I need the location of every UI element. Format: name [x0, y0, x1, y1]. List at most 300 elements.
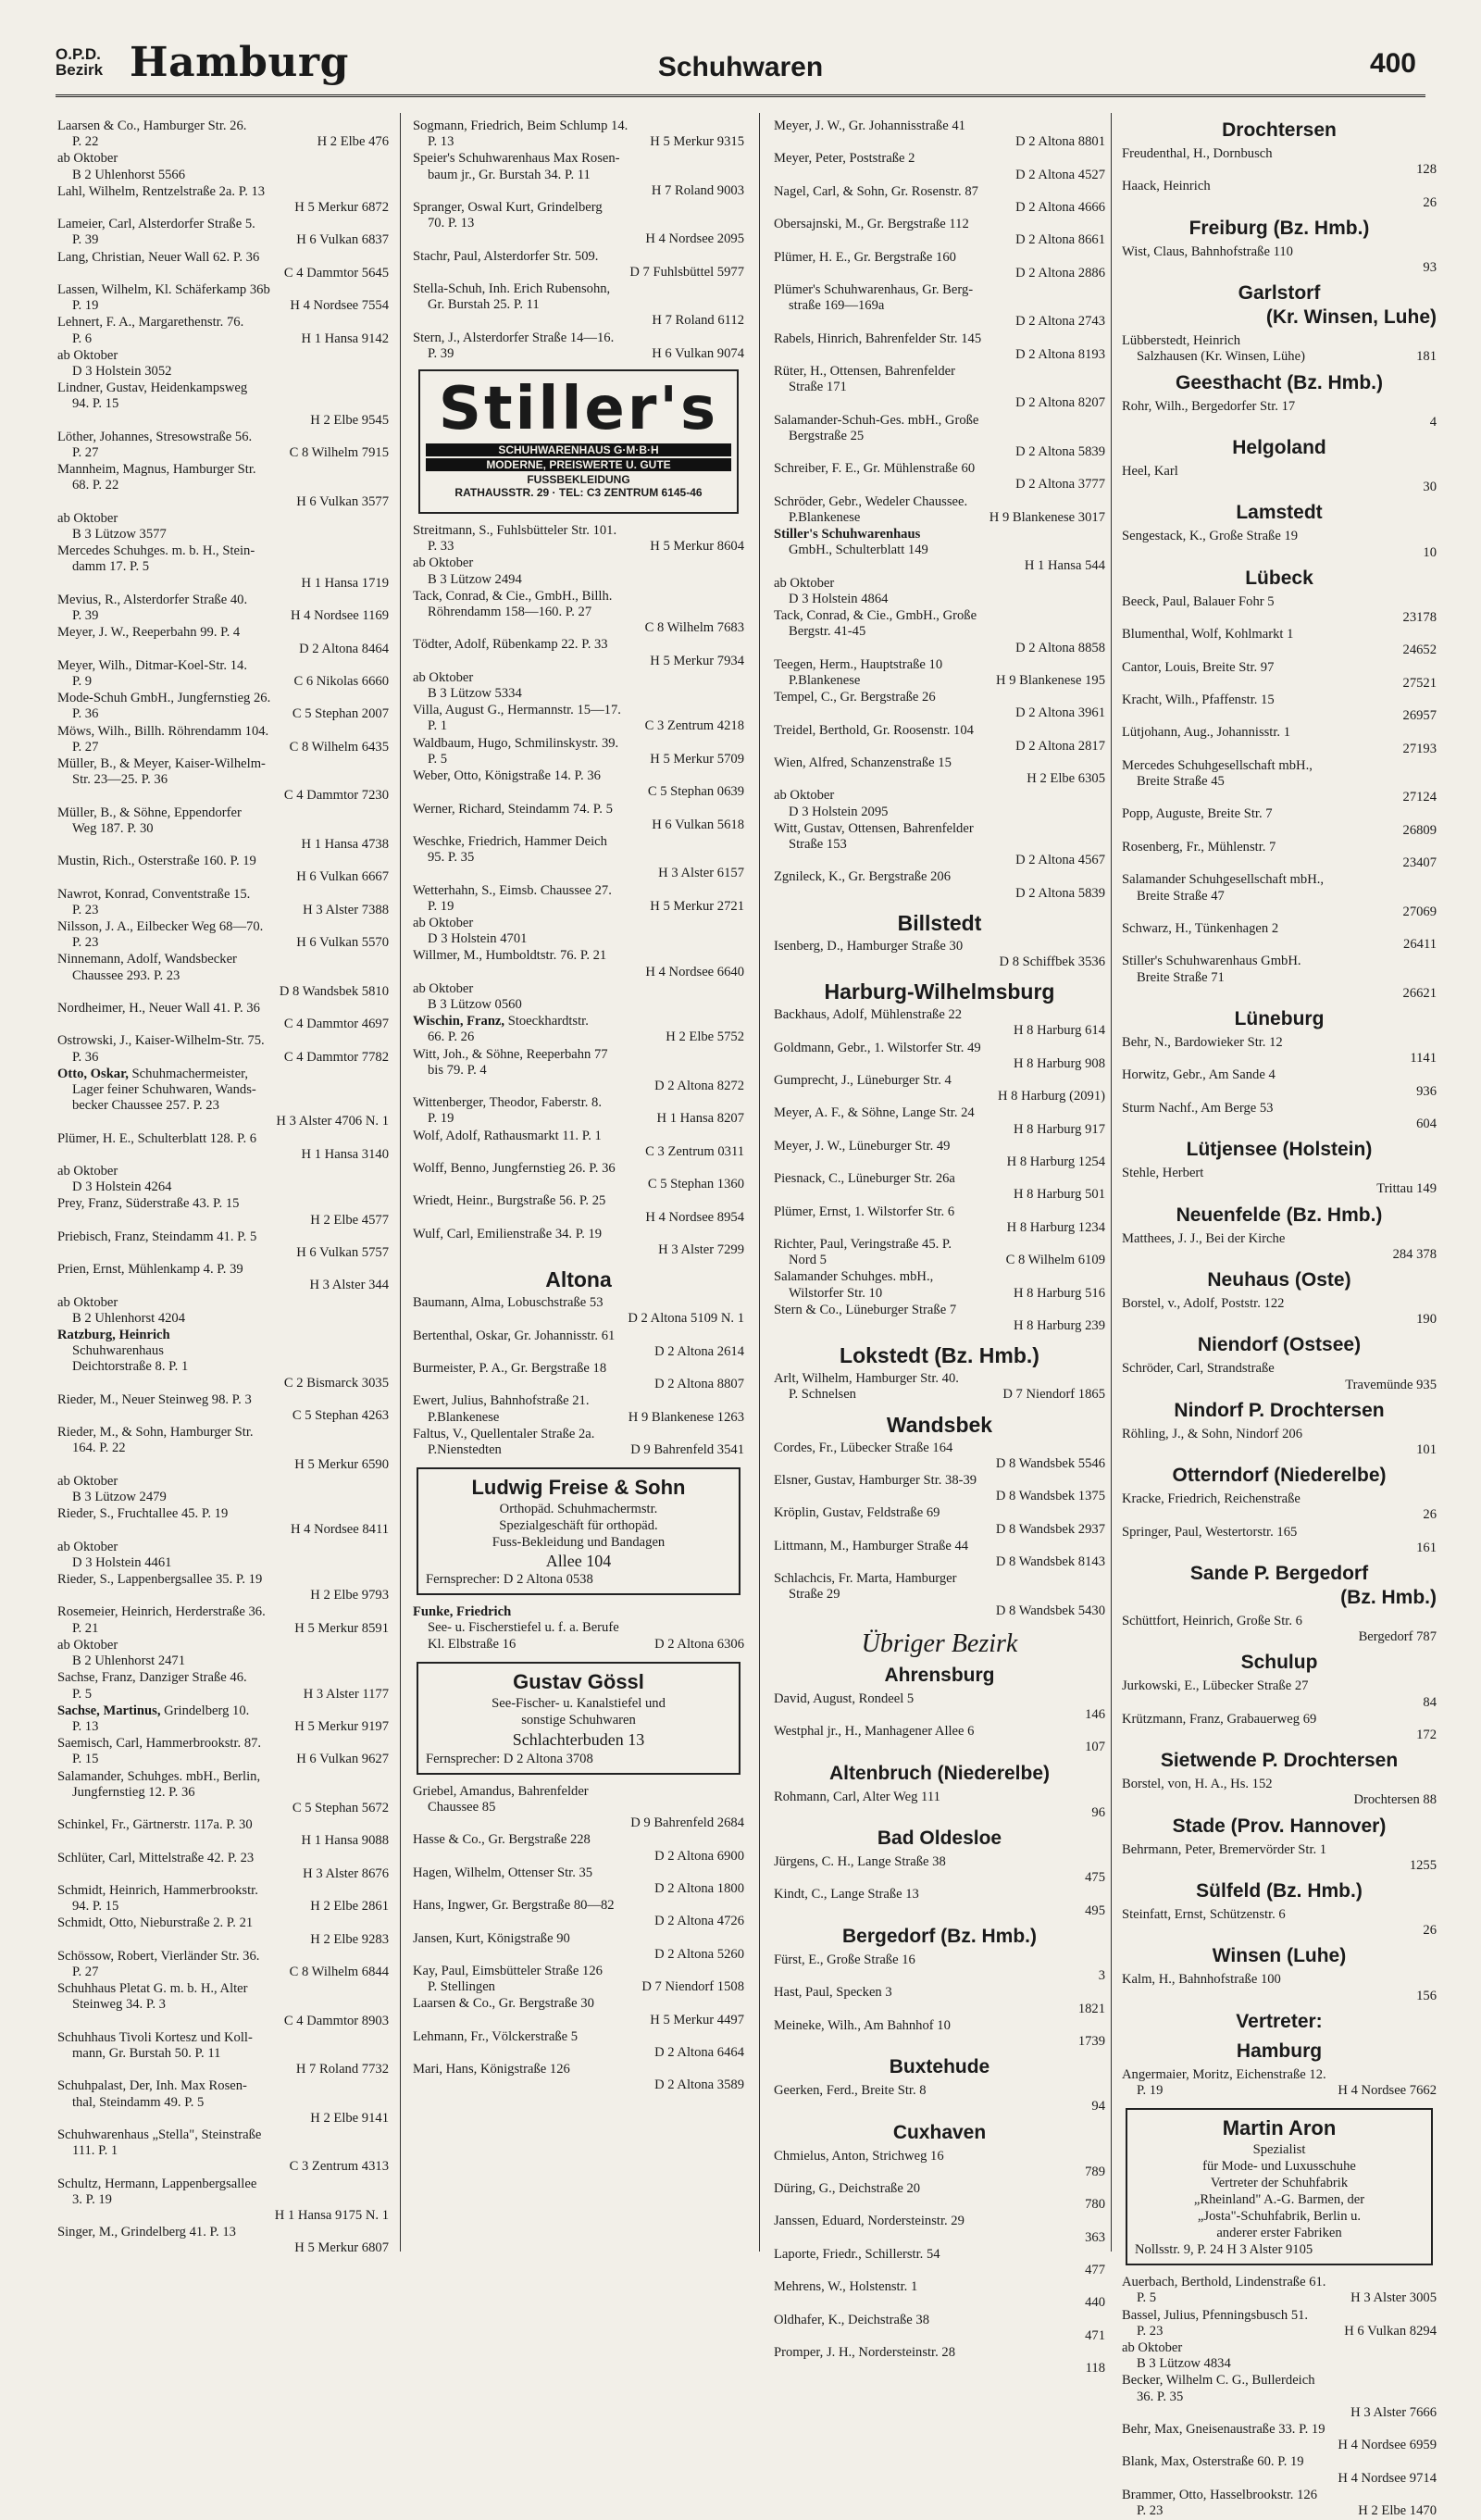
place-heading: Ahrensburg: [884, 1664, 995, 1686]
entry-line: Teegen, Herm., Hauptstraße 10: [774, 656, 943, 672]
phone-number: 156: [1416, 1988, 1437, 2003]
entry-line: See- u. Fischerstiefel u. f. a. Berufe: [428, 1620, 619, 1636]
place-heading: Bad Oldesloe: [877, 1828, 1002, 1850]
entry-line: Nilsson, J. A., Eilbecker Weg 68—70.: [57, 918, 264, 934]
list-item: [57, 919, 389, 951]
list-item: [413, 1295, 744, 1327]
phone-number: D 2 Altona 5109 N. 1: [628, 1311, 744, 1327]
entry-line: Blumenthal, Wolf, Kohlmarkt 1: [1122, 627, 1294, 642]
phone-line: [1122, 2405, 1437, 2421]
entry-line: Lager feiner Schuhwaren, Wands-: [72, 1081, 256, 1097]
list-item: [57, 1262, 389, 1293]
phone-number: 1141: [1410, 1051, 1437, 1067]
phone-line: [57, 1179, 389, 1195]
phone-number: D 2 Altona 2817: [1015, 738, 1105, 754]
phone-line: [1122, 480, 1437, 495]
entry-line: 3. P. 19: [72, 2191, 112, 2207]
list-item: [57, 348, 389, 380]
list-item: [57, 1229, 389, 1261]
phone-number: H 2 Elbe 9793: [310, 1588, 389, 1603]
postal-district: 94. P. 15: [72, 1899, 119, 1915]
phone-number: 789: [1085, 2164, 1105, 2179]
list-item: [57, 1851, 389, 1882]
entry-line: Ewert, Julius, Bahnhofstraße 21.: [413, 1393, 590, 1409]
list-item: [774, 576, 1105, 607]
list-item: [57, 2030, 389, 2078]
place-heading: Nindorf P. Drochtersen: [1174, 1399, 1385, 1421]
list-item: [1122, 2454, 1437, 2486]
aron-advertisement: [1126, 2108, 1433, 2265]
entry-line: Schinkel, Fr., Gärtnerstr. 117a. P. 30: [57, 1817, 253, 1833]
entry-line: ab Oktober: [57, 510, 118, 526]
place-subheading: (Bz. Hmb.): [1340, 1586, 1437, 1608]
entry-line: Burmeister, P. A., Gr. Bergstraße 18: [413, 1361, 607, 1376]
list-item: [1122, 2308, 1437, 2339]
list-item: [57, 1540, 389, 1571]
phone-number: 26957: [1402, 708, 1437, 724]
phone-number: Travemünde 935: [1345, 1377, 1437, 1392]
list-item: [57, 1392, 389, 1424]
ad-line: „Rheinland" A.-G. Barmen, der: [1193, 2192, 1365, 2208]
list-item: [774, 1441, 1105, 1472]
list-item: [774, 657, 1105, 689]
phone-line: [774, 134, 1105, 150]
list-item: [57, 1131, 389, 1163]
place-heading: Sande P. Bergedorf: [1189, 1562, 1369, 1584]
entry-line: Lehmann, Fr., Völckerstraße 5: [413, 2028, 579, 2044]
phone-line: [57, 1278, 389, 1293]
phone-line: [1122, 1247, 1437, 1263]
phone-line: [413, 265, 744, 281]
entry-line: Rüter, H., Ottensen, Bahrenfelder: [774, 364, 955, 380]
entry-line: Lehnert, F. A., Margarethenstr. 76.: [57, 315, 244, 331]
phone-number: C 5 Stephan 2007: [292, 706, 389, 722]
entry-line: Willmer, M., Humboldtstr. 76. P. 21: [413, 948, 607, 964]
list-item: [1122, 1427, 1437, 1458]
phone-line: [57, 1866, 389, 1882]
phone-number: 440: [1085, 2295, 1105, 2311]
phone-number: C 8 Wilhelm 6435: [289, 739, 389, 755]
phone-line: [413, 866, 744, 881]
phone-line: [57, 2014, 389, 2029]
postal-district: P. 36: [72, 1049, 99, 1065]
postal-district: 66. P. 26: [428, 1029, 475, 1045]
list-item: [774, 939, 1105, 970]
list-item: [1122, 1712, 1437, 1743]
entry-line: Hans, Ingwer, Gr. Bergstraße 80—82: [413, 1898, 615, 1914]
list-item: [413, 2029, 744, 2061]
postal-district: P. 13: [428, 134, 454, 150]
entry-line: Straße 29: [789, 1587, 840, 1603]
phone-line: [413, 1849, 744, 1865]
entry-list: [1122, 399, 1437, 430]
postal-district: P. 23: [1137, 2503, 1164, 2519]
phone-number: 26809: [1402, 822, 1437, 838]
entry-line: Lameier, Carl, Alsterdorfer Straße 5.: [57, 217, 255, 232]
phone-number: C 8 Wilhelm 7915: [289, 445, 389, 461]
phone-number: D 2 Altona 4666: [1015, 200, 1105, 216]
phone-number: H 6 Vulkan 6667: [296, 869, 389, 885]
list-item: [57, 1033, 389, 1065]
list-item: [774, 184, 1105, 216]
list-item: [774, 1539, 1105, 1570]
list-item: [774, 788, 1105, 819]
phone-line: [1122, 1117, 1437, 1132]
entry-line: straße 169—169a: [789, 298, 885, 314]
phone-line: [413, 572, 744, 588]
phone-line: [413, 1947, 744, 1963]
phone-number: H 5 Merkur 5709: [650, 751, 744, 767]
phone-number: 190: [1416, 1312, 1437, 1328]
phone-line: [57, 1719, 389, 1735]
phone-number: Bergedorf 787: [1358, 1629, 1437, 1645]
phone-line: [413, 1311, 744, 1327]
phone-number: H 2 Elbe 9141: [310, 2110, 389, 2126]
entry-list: [774, 2149, 1105, 2377]
phone-line: [57, 1213, 389, 1229]
entry-line: Tack, Conrad, & Cie., GmbH., Billh.: [413, 588, 613, 604]
list-item: [57, 724, 389, 755]
ad-line: Spezialgeschäft für orthopäd.: [499, 1518, 658, 1534]
list-item: [774, 151, 1105, 182]
entry-line: Borstel, von, H. A., Hs. 152: [1122, 1777, 1273, 1792]
entry-line: Witt, Joh., & Söhne, Reeperbahn 77: [413, 1046, 608, 1062]
phone-line: [774, 1740, 1105, 1755]
phone-number: H 2 Elbe 2861: [310, 1899, 389, 1915]
column-rule: [759, 113, 760, 2252]
phone-number: 26: [1423, 1507, 1437, 1523]
entry-line: Witt, Gustav, Ottensen, Bahrenfelder: [774, 820, 974, 836]
entry-line: bis 79. P. 4: [428, 1062, 487, 1078]
phone-line: [1122, 742, 1437, 757]
entry-list: [774, 1952, 1105, 2050]
phone-number: 284 378: [1392, 1246, 1437, 1262]
phone-line: [57, 2159, 389, 2175]
list-item: [774, 1171, 1105, 1203]
list-item: [57, 2177, 389, 2225]
phone-number: 936: [1416, 1083, 1437, 1099]
phone-number: C 3 Zentrum 4218: [644, 718, 744, 734]
city-title: Hamburg: [130, 39, 349, 86]
list-item: [1122, 2488, 1437, 2519]
list-item: [774, 217, 1105, 248]
phone-number: D 2 Altona 8464: [299, 641, 389, 656]
entry-line: Janssen, Eduard, Nordersteinstr. 29: [774, 2214, 965, 2229]
phone-line: [1122, 2083, 1437, 2099]
entry-line: Möws, Wilh., Billh. Röhrendamm 104.: [57, 723, 269, 739]
list-item: [774, 1952, 1105, 1984]
list-item: [57, 151, 389, 182]
phone-line: [1122, 904, 1437, 920]
phone-number: H 1 Hansa 9088: [301, 1833, 389, 1849]
entry-line: Schultz, Hermann, Lappenbergsallee: [57, 2176, 257, 2191]
phone-line: [774, 1870, 1105, 1886]
entry-line: Villa, August G., Hermannstr. 15—17.: [413, 703, 621, 718]
list-item: [1122, 725, 1437, 756]
phone-line: [1122, 1378, 1437, 1393]
phone-number: H 5 Merkur 9197: [294, 1718, 389, 1734]
entry-line: Becker, Wilhelm C. G., Bullerdeich: [1122, 2373, 1315, 2389]
list-item: [1122, 2373, 1437, 2421]
list-item: [413, 1393, 744, 1425]
phone-number: 1739: [1077, 2033, 1105, 2049]
entry-line: Cantor, Louis, Breite Str. 97: [1122, 659, 1275, 675]
list-item: [774, 1073, 1105, 1104]
entry-list: [1122, 529, 1437, 560]
entry-list: [1122, 2067, 1437, 2099]
list-item: [1122, 1491, 1437, 1523]
entry-line: 164. P. 22: [72, 1441, 126, 1456]
list-item: [774, 690, 1105, 721]
list-item: [1122, 1067, 1437, 1099]
entry-line: Meineke, Wilh., Am Bahnhof 10: [774, 2017, 951, 2033]
phone-number: H 2 Elbe 9545: [310, 412, 389, 428]
phone-line: [774, 510, 1105, 526]
list-item: [1122, 333, 1437, 365]
entry-line: Fürst, E., Große Straße 16: [774, 1952, 915, 1967]
list-item: [774, 1505, 1105, 1537]
phone-line: [774, 1187, 1105, 1203]
entry-line: Bergstraße 25: [789, 428, 865, 443]
list-item: [413, 249, 744, 281]
phone-line: [413, 1881, 744, 1897]
entry-line: Sengestack, K., Große Straße 19: [1122, 529, 1299, 544]
phone-number: H 6 Vulkan 5618: [652, 817, 744, 832]
phone-number: D 2 Altona 8193: [1015, 346, 1105, 362]
phone-number: H 3 Alster 7388: [303, 902, 389, 917]
phone-number: H 1 Hansa 9175 N. 1: [274, 2208, 389, 2223]
goessl-advertisement: [417, 1662, 740, 1775]
phone-number: D 2 Altona 4726: [654, 1914, 744, 1929]
phone-number: C 5 Stephan 0639: [647, 784, 744, 800]
postal-district: D 3 Holstein 2095: [789, 804, 889, 819]
phone-number: 26: [1423, 194, 1437, 210]
phone-number: 96: [1091, 1804, 1105, 1820]
phone-number: H 6 Vulkan 5757: [296, 1245, 389, 1261]
list-item: [774, 364, 1105, 412]
entry-list: [774, 119, 1105, 902]
phone-line: [413, 1177, 744, 1192]
place-heading: Geesthacht (Bz. Hmb.): [1175, 371, 1384, 393]
list-item: [57, 1572, 389, 1603]
entry-line: Jurkowski, E., Lübecker Straße 27: [1122, 1678, 1309, 1694]
phone-number: 23407: [1402, 855, 1437, 871]
phone-number: H 6 Vulkan 3577: [296, 493, 389, 509]
entry-line: Schwarz, H., Tünkenhagen 2: [1122, 920, 1279, 936]
entry-list: [1122, 244, 1437, 276]
phone-number: H 5 Merkur 7934: [650, 653, 744, 668]
phone-number: H 3 Alster 6157: [658, 866, 744, 881]
phone-line: [774, 1089, 1105, 1104]
entry-line: Hasse & Co., Gr. Bergstraße 228: [413, 1832, 591, 1848]
entry-line: Stiller's Schuhwarenhaus GmbH.: [1122, 954, 1301, 969]
phone-number: 1255: [1409, 1857, 1437, 1873]
phone-line: [774, 2361, 1105, 2377]
phone-line: [1122, 1442, 1437, 1458]
postal-district: P. 33: [428, 539, 454, 555]
phone-number: H 3 Alster 8676: [303, 1865, 389, 1881]
phone-number: H 8 Harburg 501: [1013, 1187, 1105, 1203]
entry-line: Meyer, Wilh., Ditmar-Koel-Str. 14.: [57, 657, 247, 673]
entry-line: Weschke, Friedrich, Hammer Deich: [413, 833, 607, 849]
phone-line: [57, 674, 389, 690]
entry-list: [1122, 1427, 1437, 1458]
phone-number: 26: [1423, 1923, 1437, 1939]
entry-line: Gumprecht, J., Lüneburger Str. 4: [774, 1072, 952, 1088]
list-item: [774, 331, 1105, 363]
list-item: [413, 670, 744, 702]
entry-line: Bergstr. 41-45: [789, 624, 866, 640]
entry-line: Tack, Conrad, & Cie., GmbH., Große: [774, 608, 977, 624]
phone-line: [774, 2002, 1105, 2017]
list-item: [413, 768, 744, 800]
phone-line: [774, 886, 1105, 902]
phone-line: [413, 817, 744, 833]
entry-line: Funke, Friedrich: [413, 1604, 512, 1620]
freise-advertisement: [417, 1467, 740, 1595]
column-rule: [1111, 113, 1112, 2252]
entry-line: Schlüter, Carl, Mittelstraße 42. P. 23: [57, 1850, 255, 1865]
phone-line: [1122, 349, 1437, 365]
phone-number: H 3 Alster 344: [309, 1278, 389, 1293]
entry-line: Schmidt, Heinrich, Hammerbrookstr.: [57, 1882, 258, 1898]
entry-line: Jansen, Kurt, Königstraße 90: [413, 1930, 570, 1946]
list-item: [413, 1964, 744, 1995]
entry-list: [774, 939, 1105, 970]
entry-line: Popp, Auguste, Breite Str. 7: [1122, 806, 1273, 822]
postal-district: B 2 Uhlenhorst 5566: [72, 167, 186, 182]
phone-number: H 4 Nordsee 8954: [645, 1209, 744, 1225]
phone-number: 27521: [1402, 675, 1437, 691]
entry-line: Streitmann, S., Fuhlsbütteler Str. 101.: [413, 523, 617, 539]
entry-line: Mercedes Schuhges. m. b. H., Stein-: [57, 543, 255, 559]
entry-line: Plümer, H. E., Gr. Bergstraße 160: [774, 249, 956, 265]
entry-line: Straße 153: [789, 836, 847, 852]
entry-line: Arlt, Wilhelm, Hamburger Str. 40.: [774, 1371, 959, 1387]
column-4: [1122, 119, 1437, 2520]
phone-number: 477: [1085, 2262, 1105, 2277]
list-item: [57, 315, 389, 346]
entry-line: mann, Gr. Burstah 50. P. 11: [72, 2045, 221, 2061]
entry-line: Stiller's Schuhwarenhaus: [774, 527, 921, 543]
entry-line: Meyer, J. W., Reeperbahn 99. P. 4: [57, 625, 241, 641]
postal-district: P. 13: [72, 1718, 99, 1734]
entry-line: Sachse, Martinus, Grindelberg 10.: [57, 1703, 250, 1718]
entry-line: Behr, N., Bardowieker Str. 12: [1122, 1034, 1283, 1050]
entry-line: ab Oktober: [57, 1473, 118, 1489]
list-item: [57, 380, 389, 429]
entry-line: Wetterhahn, S., Eimsb. Chaussee 27.: [413, 882, 612, 898]
phone-line: [57, 1965, 389, 1980]
list-item: [413, 555, 744, 587]
list-item: [1122, 2340, 1437, 2372]
phone-number: C 5 Stephan 5672: [292, 1800, 389, 1815]
phone-line: [413, 231, 744, 247]
phone-line: [57, 1687, 389, 1703]
entry-line: Steinfatt, Ernst, Schützenstr. 6: [1122, 1907, 1286, 1923]
phone-line: [774, 954, 1105, 970]
list-item: [57, 1196, 389, 1228]
place-heading: Neuhaus (Oste): [1207, 1268, 1351, 1291]
phone-line: [1122, 260, 1437, 276]
postal-district: B 2 Uhlenhorst 4204: [72, 1310, 186, 1326]
list-item: [774, 119, 1105, 150]
phone-line: [413, 784, 744, 800]
list-item: [1122, 1231, 1437, 1263]
phone-line: [774, 853, 1105, 868]
entry-list: [1122, 1491, 1437, 1556]
entry-line: Prey, Franz, Süderstraße 43. P. 15: [57, 1196, 240, 1212]
phone-line: [57, 266, 389, 281]
list-item: [413, 1047, 744, 1095]
phone-line: [774, 1603, 1105, 1619]
entry-line: Promper, J. H., Nordersteinstr. 28: [774, 2344, 956, 2360]
phone-line: [57, 1588, 389, 1603]
entry-line: ab Oktober: [413, 555, 474, 571]
list-item: [413, 1898, 744, 1929]
entry-line: Breite Straße 71: [1137, 969, 1225, 985]
phone-line: [774, 444, 1105, 460]
entry-list: [774, 1007, 1105, 1334]
place-heading: Sülfeld (Bz. Hmb.): [1196, 1880, 1363, 1902]
postal-district: P. 6: [72, 331, 93, 346]
entry-list: [1122, 1361, 1437, 1392]
list-item: [57, 658, 389, 690]
phone-number: D 8 Wandsbek 2937: [995, 1521, 1105, 1537]
entry-line: ab Oktober: [1122, 2340, 1183, 2356]
entry-line: Heel, Karl: [1122, 464, 1178, 480]
entry-line: Lassen, Wilhelm, Kl. Schäferkamp 36b: [57, 282, 270, 298]
place-heading: Drochtersen: [1222, 119, 1337, 141]
phone-line: [774, 1968, 1105, 1984]
phone-line: [413, 1079, 744, 1094]
phone-line: [774, 266, 1105, 281]
place-heading: Niendorf (Ostsee): [1197, 1334, 1362, 1356]
entry-line: Wulf, Carl, Emilienstraße 34. P. 19: [413, 1226, 603, 1241]
phone-line: [57, 837, 389, 853]
phone-line: [413, 1344, 744, 1360]
phone-line: [57, 2240, 389, 2256]
phone-line: [1122, 1858, 1437, 1874]
place-heading: Helgoland: [1232, 437, 1326, 459]
postal-district: B 3 Lützow 3577: [72, 527, 167, 543]
phone-line: [57, 984, 389, 1000]
list-item: [774, 1724, 1105, 1755]
entry-line: Bertenthal, Oskar, Gr. Johannisstr. 61: [413, 1328, 616, 1343]
entry-line: Obersajnski, M., Gr. Bergstraße 112: [774, 217, 969, 232]
phone-line: [413, 931, 744, 947]
ad-footer: [426, 1751, 731, 1767]
postal-district: D 3 Holstein 4864: [789, 591, 889, 606]
entry-line: Nawrot, Konrad, Conventstraße 15.: [57, 886, 251, 902]
entry-line: Mevius, R., Alsterdorfer Straße 40.: [57, 592, 248, 607]
entry-line: Wittenberger, Theodor, Faberstr. 8.: [413, 1095, 602, 1111]
stiller-advertisement: [418, 369, 739, 514]
postal-district: P. 39: [428, 345, 454, 361]
list-item: [1122, 1525, 1437, 1556]
postal-district: P. 19: [1137, 2083, 1164, 2099]
entry-line: Elsner, Gustav, Hamburger Str. 38-39: [774, 1473, 977, 1489]
entry-line: ab Oktober: [413, 915, 474, 930]
entry-line: ab Oktober: [413, 980, 474, 996]
place-heading: Lütjensee (Holstein): [1186, 1139, 1373, 1161]
entry-line: Springer, Paul, Westertorstr. 165: [1122, 1524, 1298, 1540]
entry-line: Geerken, Ferd., Breite Str. 8: [774, 2083, 927, 2099]
list-item: [413, 589, 744, 637]
entry-line: Sturm Nachf., Am Berge 53: [1122, 1100, 1274, 1116]
list-item: [57, 1736, 389, 1767]
ad-title: Martin Aron: [1222, 2116, 1337, 2140]
